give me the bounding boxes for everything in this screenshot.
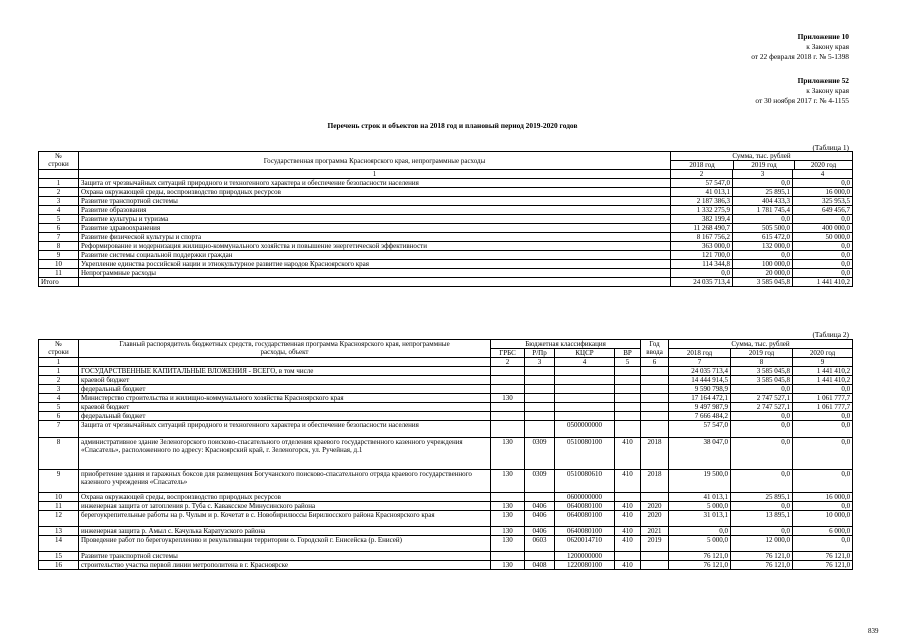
table2-row-num: 7 — [39, 421, 79, 438]
table1-row — [39, 260, 853, 269]
table1-row-y3: 50 000,0 — [793, 233, 853, 242]
table2-row-grbs: 130 — [491, 438, 525, 470]
table2-row-rpr — [525, 552, 555, 561]
table1-row-num: 11 — [39, 269, 79, 278]
table2-row-grbs — [491, 367, 525, 376]
table1-row-y1: 8 167 756,2 — [671, 233, 733, 242]
document-title: Перечень строк и объектов на 2018 год и плановый период 2019-2020 годов — [327, 121, 578, 130]
table2-row-grbs — [491, 412, 525, 421]
table2-row-y1: 57 547,0 — [669, 421, 731, 438]
table2-row-vr — [615, 403, 641, 412]
table1-row-y1: 41 013,1 — [671, 188, 733, 197]
table2-row-grbs: 130 — [491, 511, 525, 527]
table2-header-grbs: ГРБС — [491, 349, 525, 358]
table2-row-name: Развитие транспортной системы — [79, 552, 491, 561]
table1-header-y1: 2018 год — [671, 161, 734, 169]
table1-row-y3: 0,0 — [793, 179, 853, 188]
appendix-10-title: Приложение 10 — [797, 32, 849, 41]
table2-row-kcsr: 0500000000 — [555, 421, 615, 438]
table1-row-y3: 0,0 — [793, 260, 853, 269]
table2-row — [39, 527, 853, 536]
table2-header-rpr: Р/Пр — [525, 349, 555, 358]
table2-row-name: административное здание Зеленогорского поисково-спасательного отделения краевого государственного казенного учреждения «Спасатель», расположенного по адресу: Красноярский край, г. Зеленогорск, ул. Ручейная, д.1 — [79, 438, 491, 470]
table1-row-y2: 1 781 745,4 — [733, 206, 793, 215]
table1-row-y1: 121 700,0 — [671, 251, 733, 260]
table2-row-grbs: 130 — [491, 536, 525, 552]
table1-row — [39, 206, 853, 215]
table2-row-name: Министерство строительства и жилищно-коммунального хозяйства Красноярского края — [79, 394, 491, 403]
table1-row-y2: 0,0 — [733, 215, 793, 224]
table1-row — [39, 188, 853, 197]
table1-row — [39, 242, 853, 251]
table1-row-y2: 0,0 — [733, 179, 793, 188]
table1-row-name: Непрограммные расходы — [79, 269, 671, 278]
table2-row-y2: 12 000,0 — [731, 536, 793, 552]
table2-row-y1: 41 013,1 — [669, 493, 731, 502]
table2-row — [39, 511, 853, 527]
table2-row-kcsr: 1220080100 — [555, 561, 615, 570]
table2-row-y2: 0,0 — [731, 412, 793, 421]
table2-row-year: 2018 — [641, 470, 669, 493]
table2-row-year: 2020 — [641, 511, 669, 527]
table2-row-name: берегоукрепительные работы на р. Чулым и р. Кочетат в с. Новобирилюссы Бирилюсского района Красноярского края — [79, 511, 491, 527]
table1-row-name: Развитие культуры и туризма — [79, 215, 671, 224]
table1-row-y1: 11 268 490,7 — [671, 224, 733, 233]
table1-row-num: 1 — [39, 179, 79, 188]
table2-row-year: 2020 — [641, 502, 669, 511]
table1-row-name: Укрепление единства российской нации и этнокультурное развитие народов Красноярского края — [79, 260, 671, 269]
table2-row-num: 8 — [39, 438, 79, 470]
table2-row-name: краевой бюджет — [79, 403, 491, 412]
table2-row-name: инженерная защита р. Амыл с. Качулька Каратузского района — [79, 527, 491, 536]
table2-row — [39, 502, 853, 511]
table2-row-y1: 0,0 — [669, 527, 731, 536]
table2-row-y1: 38 047,0 — [669, 438, 731, 470]
table2-row-rpr: 0603 — [525, 536, 555, 552]
table2-row — [39, 376, 853, 385]
table2-row-year — [641, 493, 669, 502]
appendix-52-date: от 30 ноября 2017 г. № 4-1155 — [755, 96, 849, 105]
table1-idx-y3: 4 — [793, 170, 853, 179]
table2-row-name: ГОСУДАРСТВЕННЫЕ КАПИТАЛЬНЫЕ ВЛОЖЕНИЯ - ВСЕГО, в том числе — [79, 367, 491, 376]
table2-row-num: 13 — [39, 527, 79, 536]
table1-row — [39, 269, 853, 278]
table2-row-kcsr: 0640080100 — [555, 502, 615, 511]
table2-row-y3: 6 000,0 — [793, 527, 853, 536]
table2-row-rpr: 0309 — [525, 438, 555, 470]
table1-caption: (Таблица 1) — [812, 143, 849, 152]
table2-idx-5: 5 — [615, 358, 641, 367]
table1-row-num: 9 — [39, 251, 79, 260]
table2-row-kcsr — [555, 403, 615, 412]
table1-row — [39, 224, 853, 233]
table2-row-kcsr: 0510080610 — [555, 470, 615, 493]
table2-row-num: 12 — [39, 511, 79, 527]
table2-row-kcsr — [555, 385, 615, 394]
table2-row-vr — [615, 412, 641, 421]
table2-row-y1: 31 013,1 — [669, 511, 731, 527]
table1-total-blank — [79, 278, 671, 287]
table2-row-name: федеральный бюджет — [79, 385, 491, 394]
table2-row-y3: 1 441 410,2 — [793, 367, 853, 376]
table2-row-y1: 14 444 914,5 — [669, 376, 731, 385]
table2-row-kcsr — [555, 367, 615, 376]
table2-row-y2: 2 747 527,1 — [731, 394, 793, 403]
table1-row-num: 6 — [39, 224, 79, 233]
table1-header-name: Государственная программа Красноярского края, непрограммные расходы — [79, 152, 671, 170]
table2-row-rpr — [525, 385, 555, 394]
table2-row-kcsr: 0640080100 — [555, 511, 615, 527]
table2-row-name: Проведение работ по берегоукреплению и рекультивации территории о. Городской г. Енисейска (р. Енисей) — [79, 536, 491, 552]
table2 — [38, 339, 853, 570]
table1-row-name: Развитие системы социальной поддержки граждан — [79, 251, 671, 260]
table2-row-name: федеральный бюджет — [79, 412, 491, 421]
table2-row-num: 3 — [39, 385, 79, 394]
table2-row-y1: 76 121,0 — [669, 561, 731, 570]
table2-row-y2: 76 121,0 — [731, 561, 793, 570]
table2-row — [39, 561, 853, 570]
table2-row-grbs — [491, 403, 525, 412]
table2-row-y2: 25 895,1 — [731, 493, 793, 502]
table2-header-name: Главный распорядитель бюджетных средств, государственная программа Красноярского края, непрограммные расходы, объект — [79, 340, 491, 358]
table2-row-rpr: 0309 — [525, 470, 555, 493]
table2-idx-7: 7 — [669, 358, 731, 367]
table2-row-y3: 1 061 777,7 — [793, 394, 853, 403]
table2-header-num: № строки — [39, 340, 79, 358]
table2-idx-9: 9 — [793, 358, 853, 367]
table2-row-name: Охрана окружающей среды, воспроизводство природных ресурсов — [79, 493, 491, 502]
table2-row-kcsr: 0510080100 — [555, 438, 615, 470]
table2-row-y1: 19 500,0 — [669, 470, 731, 493]
table1-row-y3: 325 953,5 — [793, 197, 853, 206]
table2-row — [39, 536, 853, 552]
table1-row-name: Реформирование и модернизация жилищно-коммунального хозяйства и повышение энергетической эффективности — [79, 242, 671, 251]
table1-row-name: Развитие транспортной системы — [79, 197, 671, 206]
table2-row-y3: 0,0 — [793, 412, 853, 421]
table2-row-year — [641, 561, 669, 570]
table2-row — [39, 438, 853, 470]
table2-row-y1: 17 164 472,1 — [669, 394, 731, 403]
table1-row-y3: 16 000,0 — [793, 188, 853, 197]
table2-row-y1: 9 497 987,9 — [669, 403, 731, 412]
table2-row-num: 11 — [39, 502, 79, 511]
table1-row-y3: 649 456,7 — [793, 206, 853, 215]
table2-row-y2: 0,0 — [731, 421, 793, 438]
table1-row — [39, 197, 853, 206]
table2-row-y1: 5 000,0 — [669, 502, 731, 511]
table2-row — [39, 367, 853, 376]
table1-row-num: 3 — [39, 197, 79, 206]
table1-row-y1: 0,0 — [671, 269, 733, 278]
table2-row-kcsr — [555, 394, 615, 403]
table2-row-y2: 0,0 — [731, 385, 793, 394]
table2-row-y3: 0,0 — [793, 502, 853, 511]
table2-row-y3: 1 441 410,2 — [793, 376, 853, 385]
table2-row-vr: 410 — [615, 438, 641, 470]
table2-row-vr: 410 — [615, 502, 641, 511]
table1-row-y2: 132 000,0 — [733, 242, 793, 251]
appendix-10-header — [751, 32, 849, 62]
table2-header-vr: ВР — [615, 349, 641, 358]
table2-idx-4: 4 — [555, 358, 615, 367]
table2-row-num: 5 — [39, 403, 79, 412]
table2-row — [39, 493, 853, 502]
table2-row-vr: 410 — [615, 527, 641, 536]
table2-row-y1: 76 121,0 — [669, 552, 731, 561]
table2-row-y3: 0,0 — [793, 536, 853, 552]
table2-row-vr — [615, 493, 641, 502]
table1-idx-y1: 2 — [671, 170, 733, 179]
table2-idx-3: 3 — [525, 358, 555, 367]
table2-header-sum: Сумма, тыс. рублей — [669, 340, 853, 349]
table2-row-rpr — [525, 367, 555, 376]
table2-row-name: инженерная защита от затопления р. Туба с. Каваксское Минусинского района — [79, 502, 491, 511]
table2-row-vr — [615, 421, 641, 438]
table2-row — [39, 470, 853, 493]
table2-row-y3: 76 121,0 — [793, 561, 853, 570]
table2-row-y3: 1 061 777,7 — [793, 403, 853, 412]
table2-row-num: 1 — [39, 367, 79, 376]
appendix-52-header — [755, 76, 849, 106]
table2-row-y3: 0,0 — [793, 385, 853, 394]
table1-row-y1: 363 000,0 — [671, 242, 733, 251]
table2-row-num: 6 — [39, 412, 79, 421]
table1-row-y3: 0,0 — [793, 251, 853, 260]
table1-row — [39, 179, 853, 188]
table2-idx-8: 8 — [731, 358, 793, 367]
table2-row-name: приобретение здания и гаражных боксов для размещения Богучанского поисково-спасательного отряда краевого государственного казенного учреждения «Спасатель» — [79, 470, 491, 493]
table2-row-rpr — [525, 394, 555, 403]
table2-row-name: краевой бюджет — [79, 376, 491, 385]
table2-row-y3: 0,0 — [793, 470, 853, 493]
table1-total-y2: 3 585 045,8 — [733, 278, 793, 287]
table1-header-y3: 2020 год — [810, 161, 837, 169]
table2-row-year: 2021 — [641, 527, 669, 536]
table1-row-y3: 0,0 — [793, 242, 853, 251]
page-number: 839 — [868, 627, 879, 635]
table2-caption: (Таблица 2) — [812, 330, 849, 339]
table1-row-name: Защита от чрезвычайных ситуаций природного и техногенного характера и обеспечение безопасности населения — [79, 179, 671, 188]
table2-row-name: строительство участка первой линии метрополитена в г. Красноярске — [79, 561, 491, 570]
table1-idx-y2: 3 — [733, 170, 793, 179]
table2-row-num: 9 — [39, 470, 79, 493]
table2-row-vr — [615, 394, 641, 403]
table1-total-label: Итого — [39, 278, 79, 287]
table2-row-y3: 16 000,0 — [793, 493, 853, 502]
table2-row — [39, 412, 853, 421]
table2-row-grbs: 130 — [491, 527, 525, 536]
table2-header-bk: Бюджетная классификация — [491, 340, 641, 349]
table2-row-kcsr — [555, 376, 615, 385]
table2-row-year — [641, 394, 669, 403]
table2-header-y3: 2020 год — [793, 349, 853, 358]
table2-row-num: 2 — [39, 376, 79, 385]
table2-row-y2: 3 585 045,8 — [731, 376, 793, 385]
table2-row-y2: 0,0 — [731, 502, 793, 511]
table1-row-num: 2 — [39, 188, 79, 197]
table2-row-grbs: 130 — [491, 394, 525, 403]
table1-row-num: 7 — [39, 233, 79, 242]
table1-row-num: 8 — [39, 242, 79, 251]
table1-row-y2: 615 472,0 — [733, 233, 793, 242]
table2-row-year: 2018 — [641, 438, 669, 470]
table1-row-y3: 0,0 — [793, 269, 853, 278]
table2-row-y3: 10 000,0 — [793, 511, 853, 527]
table2-row-name: Защита от чрезвычайных ситуаций природного и техногенного характера и обеспечение безопасности населения — [79, 421, 491, 438]
appendix-10-date: от 22 февраля 2018 г. № 5-1398 — [751, 52, 849, 61]
table2-row — [39, 385, 853, 394]
table2-row-kcsr: 0600000000 — [555, 493, 615, 502]
table2-row-year: 2019 — [641, 536, 669, 552]
table1-total-y1: 24 035 713,4 — [671, 278, 733, 287]
table1-row-name: Развитие здравоохранения — [79, 224, 671, 233]
table2-row-y1: 7 666 484,2 — [669, 412, 731, 421]
table2-idx-1: 1 — [39, 358, 79, 367]
table2-row-rpr — [525, 493, 555, 502]
table1-row-y2: 20 000,0 — [733, 269, 793, 278]
table2-idx-blank — [79, 358, 491, 367]
table2-header-kcsr: КЦСР — [555, 349, 615, 358]
table1-row-y1: 57 547,0 — [671, 179, 733, 188]
table1-idx-name: 1 — [79, 170, 671, 179]
table2-row-y2: 76 121,0 — [731, 552, 793, 561]
table2-row-grbs: 130 — [491, 502, 525, 511]
table1-header-y2: 2019 год — [734, 161, 795, 169]
table2-row-y2: 13 895,1 — [731, 511, 793, 527]
table2-row-kcsr: 0640080100 — [555, 527, 615, 536]
table1-row-y1: 114 344,8 — [671, 260, 733, 269]
table2-row-vr — [615, 367, 641, 376]
table2-row-vr: 410 — [615, 511, 641, 527]
table1-row-y2: 0,0 — [733, 251, 793, 260]
table2-row-year — [641, 376, 669, 385]
table2-row — [39, 403, 853, 412]
table2-row-vr: 410 — [615, 470, 641, 493]
table2-row-y1: 24 035 713,4 — [669, 367, 731, 376]
table1-idx-blank — [39, 170, 79, 179]
appendix-52-law: к Закону края — [806, 86, 849, 95]
table2-row — [39, 552, 853, 561]
table2-row-rpr: 0406 — [525, 502, 555, 511]
table2-row-y2: 2 747 527,1 — [731, 403, 793, 412]
table2-idx-2: 2 — [491, 358, 525, 367]
table2-row-rpr: 0406 — [525, 527, 555, 536]
table1-row-y2: 100 000,0 — [733, 260, 793, 269]
table1-header-sum: Сумма, тыс. рублей 2018 год 2019 год 2020 год — [671, 152, 853, 170]
table2-row-kcsr: 0620014710 — [555, 536, 615, 552]
table1-row-y2: 505 500,0 — [733, 224, 793, 233]
table2-row-year — [641, 367, 669, 376]
table2-row-num: 16 — [39, 561, 79, 570]
table2-row-rpr — [525, 376, 555, 385]
table2-row-kcsr: 1200000000 — [555, 552, 615, 561]
table2-row-num: 14 — [39, 536, 79, 552]
table2-row-rpr — [525, 403, 555, 412]
table2-row-y1: 5 000,0 — [669, 536, 731, 552]
table2-row-y3: 0,0 — [793, 438, 853, 470]
table2-row — [39, 394, 853, 403]
table1-row — [39, 233, 853, 242]
table2-row-y3: 0,0 — [793, 421, 853, 438]
table2-row-year — [641, 412, 669, 421]
table2-header-y2: 2019 год — [731, 349, 793, 358]
table2-row-y2: 0,0 — [731, 438, 793, 470]
table2-row-grbs — [491, 376, 525, 385]
table2-row-year — [641, 421, 669, 438]
table1-row-y3: 400 000,0 — [793, 224, 853, 233]
table1-row-y1: 2 187 386,3 — [671, 197, 733, 206]
table2-row-rpr: 0406 — [525, 511, 555, 527]
table2-row-grbs: 130 — [491, 470, 525, 493]
table2-row-num: 10 — [39, 493, 79, 502]
table1-row — [39, 215, 853, 224]
table2-row-y1: 9 590 798,9 — [669, 385, 731, 394]
table2-row-rpr — [525, 412, 555, 421]
table1-row-y1: 382 199,4 — [671, 215, 733, 224]
table1-row-num: 5 — [39, 215, 79, 224]
table2-row-y2: 3 585 045,8 — [731, 367, 793, 376]
table1-row-name: Развитие образования — [79, 206, 671, 215]
appendix-52-title: Приложение 52 — [797, 76, 849, 85]
table2-row-grbs — [491, 421, 525, 438]
table2-row-grbs — [491, 493, 525, 502]
table1-row-y2: 25 895,1 — [733, 188, 793, 197]
table2-row-year — [641, 403, 669, 412]
table1-row-y3: 0,0 — [793, 215, 853, 224]
table2-row-year — [641, 385, 669, 394]
table2-header-year: Год ввода — [641, 340, 669, 358]
table2-row — [39, 421, 853, 438]
table1-row-name: Охрана окружающей среды, воспроизводство природных ресурсов — [79, 188, 671, 197]
table1 — [38, 151, 853, 287]
table1-row-y2: 404 433,3 — [733, 197, 793, 206]
table2-row-vr — [615, 552, 641, 561]
table2-idx-6: 6 — [641, 358, 669, 367]
table1-row-num: 4 — [39, 206, 79, 215]
table2-row-rpr — [525, 421, 555, 438]
table2-row-rpr: 0408 — [525, 561, 555, 570]
table2-header-y1: 2018 год — [669, 349, 731, 358]
table2-row-kcsr — [555, 412, 615, 421]
table2-row-vr — [615, 385, 641, 394]
table1-row — [39, 251, 853, 260]
table1-header-num: № строки — [39, 152, 79, 170]
table2-row-vr: 410 — [615, 536, 641, 552]
table1-total-row — [39, 278, 853, 287]
table2-row-vr: 410 — [615, 561, 641, 570]
table1-row-name: Развитие физической культуры и спорта — [79, 233, 671, 242]
table2-row-year — [641, 552, 669, 561]
table1-row-num: 10 — [39, 260, 79, 269]
table1-row-y1: 1 332 275,9 — [671, 206, 733, 215]
table2-row-grbs: 130 — [491, 561, 525, 570]
table2-row-grbs — [491, 552, 525, 561]
table2-row-grbs — [491, 385, 525, 394]
table2-row-num: 15 — [39, 552, 79, 561]
table2-row-num: 4 — [39, 394, 79, 403]
table2-row-y2: 0,0 — [731, 470, 793, 493]
table1-total-y3: 1 441 410,2 — [793, 278, 853, 287]
table2-row-y2: 0,0 — [731, 527, 793, 536]
table2-row-y3: 76 121,0 — [793, 552, 853, 561]
table2-row-vr — [615, 376, 641, 385]
appendix-10-law: к Закону края — [806, 42, 849, 51]
